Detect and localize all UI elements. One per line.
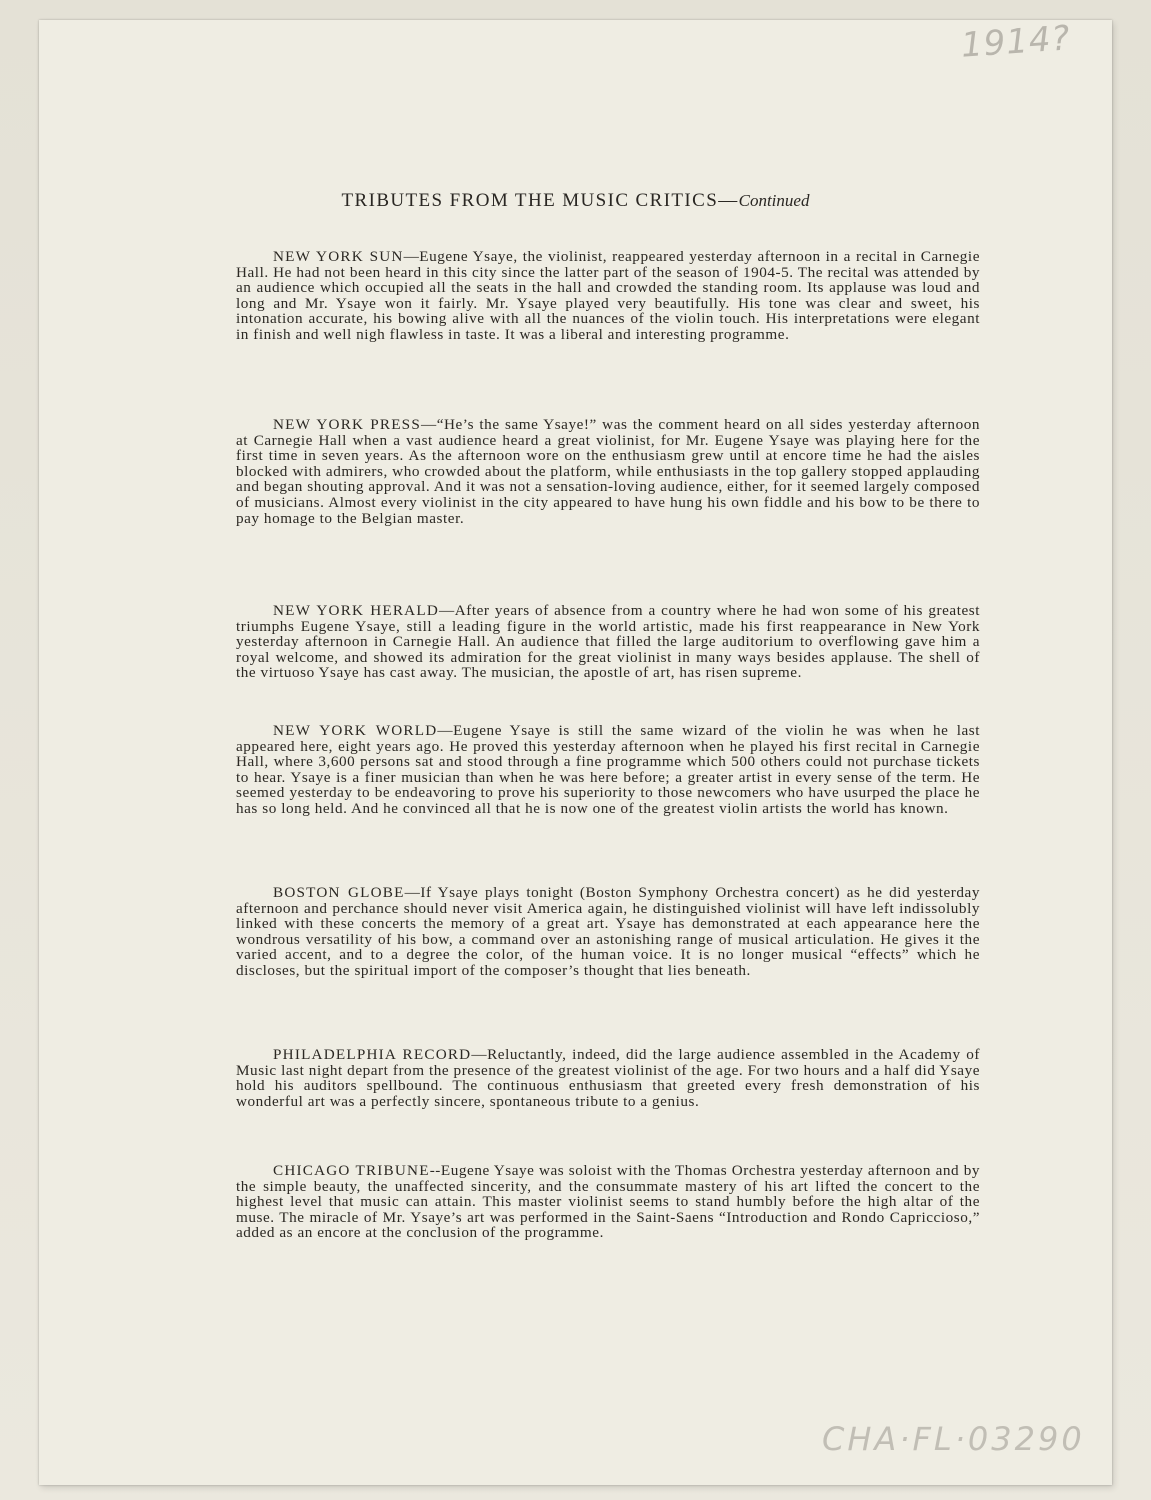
review-source: NEW YORK SUN bbox=[273, 248, 404, 265]
review-philadelphia-record bbox=[236, 1047, 980, 1109]
review-new-york-world bbox=[236, 723, 980, 817]
review-text: —Eugene Ysaye is still the same wizard of the violin he was when he last appeared here, eight years ago. He proved this yesterday afternoon when he played his first recital in Carnegie Hall, where 3,600 persons sat and stood through a fine programme which 500 others could not purchase tickets to hear. Ysaye is a finer musician than when he was here before; a greater artist in every sense of the term. He seemed yesterday to be endeavoring to prove his superiority to those newcomers who have usurped the place he has so long held. And he convinced all that he is now one of the greatest violin artists the world has known. bbox=[236, 722, 980, 817]
page-heading bbox=[39, 190, 1112, 212]
review-text: —Reluctantly, indeed, did the large audience assembled in the Academy of Music last night depart from the presence of the greatest violinist of the age. For two hours and a half did Ysaye hold his auditors spellbound. The continuous enthusiasm that greeted every fresh demonstration of his wonderful art was a perfectly sincere, spontaneous tribute to a genius. bbox=[236, 1046, 980, 1110]
heading-title: TRIBUTES FROM THE MUSIC CRITICS— bbox=[341, 190, 739, 211]
review-new-york-sun bbox=[236, 249, 980, 343]
review-source: PHILADELPHIA RECORD bbox=[273, 1046, 472, 1063]
handwritten-catalog-id: CHA·FL·03290 bbox=[822, 1420, 1085, 1458]
review-text: —Eugene Ysaye, the violinist, reappeared yesterday afternoon in a recital in Carnegie Hall. He had not been heard in this city since the latter part of the season of 1904-5. The recital was attended by an audience which occupied all the seats in the hall and crowded the standing room. Its applause was loud and long and Mr. Ysaye won it fairly. Mr. Ysaye played very beautifully. His tone was clear and sweet, his intonation accurate, his bowing alive with all the nuances of the violin touch. His interpretations were elegant in finish and well nigh flawless in taste. It was a liberal and interesting programme. bbox=[236, 248, 980, 343]
heading-continued: Continued bbox=[738, 191, 810, 210]
review-source: BOSTON GLOBE bbox=[273, 884, 405, 901]
review-source: CHICAGO TRIBUNE bbox=[273, 1162, 430, 1179]
review-chicago-tribune bbox=[236, 1163, 980, 1241]
review-new-york-herald bbox=[236, 603, 980, 681]
review-text: —After years of absence from a country where he had won some of his greatest triumphs Eugene Ysaye, still a leading figure in the world artistic, made his first reappearance in New York yesterday afternoon in Carnegie Hall. An audience that filled the large auditorium to overflowing gave him a royal welcome, and showed its admiration for the great violinist in many ways besides applause. The shell of the virtuoso Ysaye has cast away. The musician, the apostle of art, has risen supreme. bbox=[236, 602, 980, 682]
review-boston-globe bbox=[236, 885, 980, 979]
review-source: NEW YORK PRESS bbox=[273, 416, 421, 433]
review-text: —If Ysaye plays tonight (Boston Symphony Orchestra concert) as he did yesterday afternoon and perchance should never visit America again, he distinguished violinist will have left indissolubly linked with these concerts the memory of a great art. Ysaye has demonstrated at each appearance here the wondrous versatility of his bow, a command over an astonishing range of musical articulation. He gives it the varied accent, and to a degree the color, of the human voice. It is no longer musical “effects” which he discloses, but the spiritual import of the composer’s thought that lies beneath. bbox=[236, 884, 980, 979]
review-new-york-press bbox=[236, 417, 980, 526]
document-page bbox=[39, 20, 1112, 1485]
review-text: --Eugene Ysaye was soloist with the Thomas Orchestra yesterday afternoon and by the simple beauty, the unaffected sincerity, and the consummate mastery of his art lifted the concert to the highest level that music can attain. This master violinist seems to stand humbly before the high altar of the muse. The miracle of Mr. Ysaye’s art was performed in the Saint-Saens “Introduction and Rondo Capriccioso,” added as an encore at the conclusion of the programme. bbox=[236, 1162, 980, 1242]
review-text: —“He’s the same Ysaye!” was the comment heard on all sides yesterday afternoon at Carnegie Hall when a vast audience heard a great violinist, for Mr. Eugene Ysaye was playing here for the first time in seven years. As the afternoon wore on the enthusiasm grew until at encore time he had the aisles blocked with admirers, who crowded about the platform, while enthusiasts in the top gallery stopped applauding and began shouting approval. And it was not a sensation-loving audience, either, for it seemed largely composed of musicians. Almost every violinist in the city appeared to have hung his own fiddle and his bow to be there to pay homage to the Belgian master. bbox=[236, 416, 980, 527]
handwritten-year-annotation: 1914? bbox=[959, 18, 1072, 66]
review-source: NEW YORK HERALD bbox=[273, 602, 439, 619]
review-source: NEW YORK WORLD bbox=[273, 722, 438, 739]
